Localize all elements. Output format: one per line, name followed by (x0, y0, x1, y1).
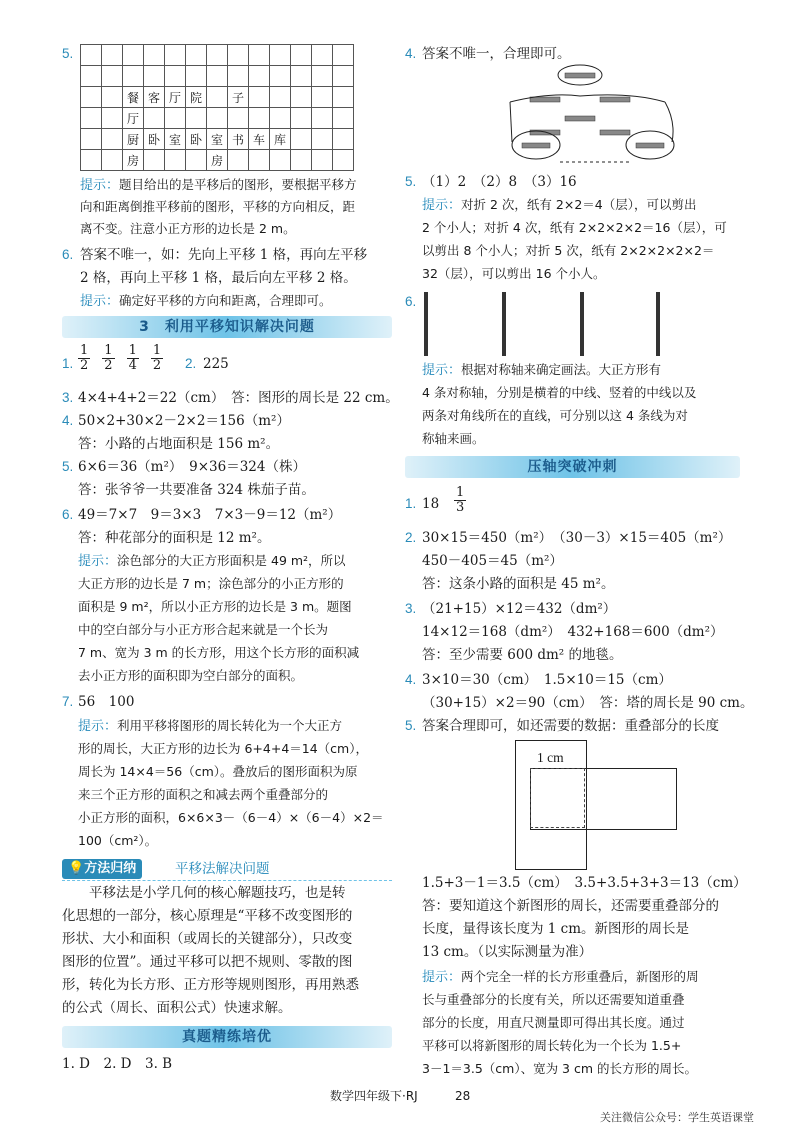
grid-cell (144, 150, 165, 171)
fraction-numerator: 1 (456, 485, 465, 500)
grid-cell (312, 129, 333, 150)
tip-text: 向和距离倒推平移前的图形，平移的方向相反，距 (80, 199, 356, 214)
q5-tip (80, 175, 357, 195)
grid-cell: 房 (123, 150, 144, 171)
s3-q2-number: 2. (185, 356, 197, 371)
q5-grid-figure (80, 44, 354, 171)
section-3-header (62, 316, 392, 338)
r-q4-number: 4. (405, 46, 417, 61)
tip-text: 小正方形的面积，6×6×3－（6－4）×（6－4）×2＝ (78, 810, 384, 825)
grid-cell (270, 150, 291, 171)
grid-cell: 库 (270, 129, 291, 150)
grid-cell: 院 (186, 87, 207, 108)
grid-cell (333, 108, 354, 129)
section-press-header (405, 456, 740, 478)
grid-cell (165, 66, 186, 87)
grid-cell (228, 108, 249, 129)
grid-row (81, 150, 354, 171)
grid-cell (207, 66, 228, 87)
grid-cell (102, 150, 123, 171)
tip-text: 涂色部分的大正方形面积是 49 m²，所以 (117, 553, 346, 568)
tip-label: 提示： (422, 197, 462, 212)
s3-q2-answer: 225 (203, 356, 229, 372)
grid-cell (186, 108, 207, 129)
tip-text: 3－1＝3.5（cm）、宽为 3 cm 的长方形的周长。 (422, 1061, 698, 1076)
grid-cell (228, 66, 249, 87)
grid-row (81, 129, 354, 150)
symmetry-square-4 (656, 292, 660, 356)
fraction-denominator: 3 (456, 500, 465, 515)
p5-answer: 答：要知道这个新图形的周长，还需要重叠部分的 (422, 898, 719, 914)
fraction-denominator: 4 (128, 358, 137, 373)
grid-cell (81, 150, 102, 171)
method-text: 平移法是小学几何的核心解题技巧，也是转 (62, 885, 346, 901)
grid-cell (312, 87, 333, 108)
tip-text: 大正方形的边长是 7 m；涂色部分的小正方形的 (78, 576, 344, 591)
grid-cell (249, 150, 270, 171)
grid-row (81, 87, 354, 108)
page-number: 28 (455, 1089, 471, 1103)
tip-text: 称轴来画。 (422, 431, 485, 446)
section-title: 压轴突破冲刺 (527, 459, 618, 475)
tip-label: 提示： (78, 718, 118, 733)
p5-answer: 1.5+3－1＝3.5（cm） 3.5+3.5+3+3＝13（cm） (422, 875, 747, 891)
q6-number: 6. (62, 247, 74, 262)
p4-answer: （30+15）×2＝90（cm） 答：塔的周长是 90 cm。 (422, 695, 754, 711)
overlap-area (530, 768, 585, 828)
grid-cell (102, 45, 123, 66)
grid-cell (102, 66, 123, 87)
fraction (78, 344, 90, 373)
fraction (127, 344, 139, 373)
method-divider (62, 880, 392, 881)
tip-text: 题目给出的是平移后的图形，要根据平移方 (119, 177, 357, 192)
q6-tip (80, 291, 332, 311)
grid-cell (165, 150, 186, 171)
p3-number: 3. (405, 601, 417, 616)
s3-q6-number: 6. (62, 507, 74, 522)
tip-label: 提示： (80, 177, 120, 192)
grid-cell (291, 129, 312, 150)
tip-text: 长与重叠部分的长度有关，所以还需要知道重叠 (422, 992, 685, 1007)
p3-answer: （21+15）×12＝432（dm²） (422, 601, 617, 617)
grid-cell (123, 45, 144, 66)
grid-cell (186, 150, 207, 171)
grid-cell (144, 108, 165, 129)
grid-cell (207, 87, 228, 108)
grid-cell: 书 (228, 129, 249, 150)
method-text: 形状、大小和面积（或周长的关键部分），只改变 (62, 931, 353, 947)
grid-cell (207, 45, 228, 66)
tip-label: 提示： (80, 293, 120, 308)
method-text: 化思想的一部分，核心原理是“平移不改变图形的 (62, 908, 353, 924)
grid-cell: 厅 (123, 108, 144, 129)
floor-plan-grid (80, 44, 354, 171)
s3-q5-answer: 答：张爷爷一共要准备 324 株茄子苗。 (78, 482, 315, 498)
grid-cell: 餐 (123, 87, 144, 108)
grid-cell: 室 (207, 129, 228, 150)
p5-answer: 13 cm。（以实际测量为准） (422, 944, 593, 960)
fraction-denominator: 2 (80, 358, 89, 373)
tip-label: 提示： (422, 969, 462, 984)
grid-cell (291, 87, 312, 108)
tip-text: 部分的长度，用直尺测量即可得出其长度。通过 (422, 1015, 685, 1030)
symmetry-square-2 (502, 292, 506, 356)
tip-text: 平移可以将新图形的周长转化为一个长为 1.5+ (422, 1038, 682, 1053)
grid-cell: 客 (144, 87, 165, 108)
grid-cell: 车 (249, 129, 270, 150)
q5-number: 5. (62, 46, 74, 61)
grid-cell (81, 87, 102, 108)
grid-cell (291, 45, 312, 66)
grid-cell (144, 45, 165, 66)
tip-text: 周长为 14×4＝56（cm）。叠放后的图形面积为原 (78, 764, 358, 779)
tip-text: 2 个小人；对折 4 次，纸有 2×2×2×2＝16（层），可 (422, 220, 727, 235)
grid-cell (333, 45, 354, 66)
grid-cell: 厅 (165, 87, 186, 108)
r-q6-tip (422, 360, 661, 380)
s3-q3-answer: 4×4+4+2＝22（cm） 答：图形的周长是 22 cm。 (78, 390, 399, 406)
tip-text: 确定好平移的方向和距离，合理即可。 (119, 293, 332, 308)
grid-row (81, 45, 354, 66)
grid-cell (186, 45, 207, 66)
fraction-numerator: 1 (128, 343, 137, 358)
grid-cell (249, 87, 270, 108)
tip-text: 32（层），可以剪出 16 个小人。 (422, 266, 606, 281)
tip-text: 对折 2 次，纸有 2×2＝4（层），可以剪出 (461, 197, 697, 212)
p2-answer: 30×15＝450（m²） （30－3）×15＝405（m²） (422, 530, 732, 546)
grid-cell (102, 108, 123, 129)
lightbulb-icon: 💡 (68, 861, 85, 876)
r-q5-number: 5. (405, 174, 417, 189)
grid-cell (81, 108, 102, 129)
p2-answer: 答：这条小路的面积是 45 m²。 (422, 576, 615, 592)
real-answers: 1. D 2. D 3. B (62, 1056, 173, 1072)
grid-cell (81, 45, 102, 66)
grid-cell (102, 87, 123, 108)
q1-fractions (72, 344, 169, 373)
p1-fraction (448, 486, 472, 515)
method-badge (62, 859, 142, 879)
grid-cell (81, 129, 102, 150)
grid-cell (228, 45, 249, 66)
fraction-numerator: 1 (104, 343, 113, 358)
p3-answer: 答：至少需要 600 dm² 的地毯。 (422, 647, 623, 663)
s3-q7-answer: 56 100 (78, 694, 135, 710)
grid-row (81, 108, 354, 129)
grid-cell (123, 66, 144, 87)
p4-answer: 3×10＝30（cm） 1.5×10＝15（cm） (422, 672, 672, 688)
section-real-header (62, 1026, 392, 1048)
grid-cell (186, 66, 207, 87)
grid-cell (249, 45, 270, 66)
grid-cell: 子 (228, 87, 249, 108)
s3-q6-answer: 答：种花部分的面积是 12 m²。 (78, 530, 271, 546)
grid-cell (291, 108, 312, 129)
s3-q5-answer: 6×6＝36（m²） 9×36＝324（株） (78, 459, 306, 475)
tip-label: 提示： (78, 553, 118, 568)
grid-cell: 卧 (186, 129, 207, 150)
grid-cell: 室 (165, 129, 186, 150)
p5-number: 5. (405, 718, 417, 733)
s3-q6-answer: 49＝7×7 9＝3×3 7×3－9＝12（m²） (78, 507, 342, 523)
grid-cell (165, 108, 186, 129)
grid-cell (207, 108, 228, 129)
s3-q7-tip (78, 716, 342, 736)
method-text: 的公式（周长、面积公式）快速求解。 (62, 1000, 292, 1016)
symmetry-square-3 (580, 292, 584, 356)
s3-q7-number: 7. (62, 694, 74, 709)
r-q6-number: 6. (405, 294, 417, 309)
r-q5-tip (422, 195, 696, 215)
grid-cell (270, 87, 291, 108)
fraction-numerator: 1 (80, 343, 89, 358)
q6-answer: 答案不唯一，如：先向上平移 1 格，再向左平移 (80, 247, 368, 263)
tip-text: 两条对角线所在的直线，可分别以这 4 条线为对 (422, 408, 688, 423)
p1-number: 1. (405, 496, 417, 511)
tip-text: 两个完全一样的长方形重叠后，新图形的周 (461, 969, 699, 984)
grid-cell (228, 150, 249, 171)
grid-cell (333, 87, 354, 108)
s3-q3-number: 3. (62, 390, 74, 405)
s3-q4-number: 4. (62, 413, 74, 428)
q6-answer: 2 格，再向上平移 1 格，最后向左平移 2 格。 (80, 270, 357, 286)
method-text: 图形的位置”。通过平移可以把不规则、零散的图 (62, 954, 353, 970)
s3-q4-answer: 50×2+30×2－2×2＝156（m²） (78, 413, 290, 429)
fraction (151, 344, 163, 373)
p3-answer: 14×12＝168（dm²） 432+168＝600（dm²） (422, 624, 724, 640)
tip-text: 利用平移将图形的周长转化为一个大正方 (117, 718, 343, 733)
method-title: 平移法解决问题 (175, 861, 270, 877)
s3-q6-tip (78, 551, 346, 571)
fraction-numerator: 1 (152, 343, 162, 358)
grid-cell (102, 129, 123, 150)
grid-cell (249, 108, 270, 129)
grid-cell (333, 129, 354, 150)
p1-answer: 18 (422, 496, 440, 512)
p2-number: 2. (405, 530, 417, 545)
tip-text: 7 m、宽为 3 m 的长方形，用这个长方形的面积减 (78, 645, 360, 660)
footer-book: 数学四年级下·RJ (330, 1089, 418, 1103)
grid-cell (312, 66, 333, 87)
section-title: 真题精练培优 (182, 1029, 272, 1045)
symmetry-square-1 (424, 292, 428, 356)
watermark: 关注微信公众号：学生英语课堂 (600, 1111, 754, 1124)
p4-number: 4. (405, 672, 417, 687)
r-q5-answer: （1）2 （2）8 （3）16 (422, 174, 577, 190)
tip-label: 提示： (422, 362, 462, 377)
tip-text: 根据对称轴来确定画法。大正方形有 (461, 362, 662, 377)
grid-cell: 厨 (123, 129, 144, 150)
tip-text: 形的周长，大正方形的边长为 6+4+4＝14（cm）， (78, 741, 368, 756)
p5-answer: 答案合理即可，如还需要的数据：重叠部分的长度 (422, 718, 719, 734)
section-title: 3 利用平移知识解决问题 (139, 319, 315, 335)
grid-row (81, 66, 354, 87)
fraction-denominator: 2 (104, 358, 113, 373)
tip-text: 以剪出 8 个小人；对折 5 次，纸有 2×2×2×2×2＝ (422, 243, 715, 258)
tip-text: 来三个正方形的面积之和减去两个重叠部分的 (78, 787, 329, 802)
p2-answer: 450－405＝45（m²） (422, 553, 563, 569)
grid-cell (333, 66, 354, 87)
grid-cell (270, 66, 291, 87)
s3-q5-number: 5. (62, 459, 74, 474)
cut-pattern-figure (490, 62, 680, 170)
tip-text: 去小正方形的面积即为空白部分的面积。 (78, 668, 304, 683)
grid-cell (312, 150, 333, 171)
p5-answer: 长度，量得该长度为 1 cm。新图形的周长是 (422, 921, 690, 937)
grid-cell (312, 45, 333, 66)
grid-cell (333, 150, 354, 171)
s3-q4-answer: 答：小路的占地面积是 156 m²。 (78, 436, 280, 452)
fraction (102, 344, 114, 373)
fraction-denominator: 2 (152, 358, 162, 373)
grid-cell (270, 108, 291, 129)
p5-tip (422, 967, 699, 987)
tip-text: 4 条对称轴，分别是横着的中线、竖着的中线以及 (422, 385, 697, 400)
grid-cell (291, 150, 312, 171)
method-badge-label: 方法归纳 (84, 861, 137, 876)
grid-cell (81, 66, 102, 87)
tip-text: 100（cm²）。 (78, 833, 158, 848)
grid-cell: 卧 (144, 129, 165, 150)
tip-text: 离不变。注意小正方形的边长是 2 m。 (80, 221, 296, 236)
method-text: 形，转化为长方形、正方形等规则图形，再用熟悉 (62, 977, 359, 993)
s3-q1-number: 1. (62, 356, 74, 371)
tip-text: 面积是 9 m²，所以小正方形的边长是 3 m。题图 (78, 599, 352, 614)
grid-cell (249, 66, 270, 87)
r-q4-answer: 答案不唯一，合理即可。 (422, 46, 571, 62)
overlap-length-label: 1 cm (537, 750, 564, 765)
grid-cell (312, 108, 333, 129)
tip-text: 中的空白部分与小正方形合起来就是一个长为 (78, 622, 329, 637)
grid-cell (291, 66, 312, 87)
grid-cell: 房 (207, 150, 228, 171)
grid-cell (144, 66, 165, 87)
grid-cell (270, 45, 291, 66)
grid-cell (165, 45, 186, 66)
